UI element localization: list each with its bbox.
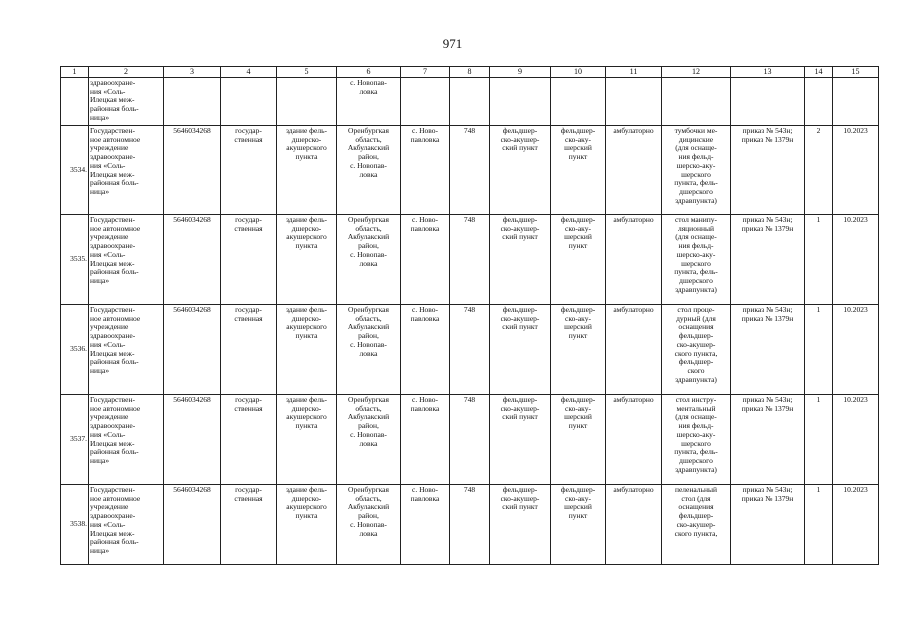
cell-care: амбулаторно [606, 485, 662, 565]
header-cell: 2 [89, 67, 164, 78]
cell-equipment: стол манипу- ляционный (для оснаще- ния фельд- шерско-аку- шерского пункта, фель- дшерского здравпункта) [662, 215, 731, 305]
cell-date: 10.2023 [833, 126, 879, 215]
cell-unit-type: фельдшер- ско-аку- шерский пункт [551, 305, 606, 395]
cell-code: 748 [450, 126, 490, 215]
cell-locality: с. Ново- павловка [401, 215, 450, 305]
cell-address: Оренбургкая область, Акбулакский район, с. Новопав- ловка [337, 305, 401, 395]
cell-unit: фельдшер- ско-акушер- ский пункт [490, 215, 551, 305]
cell-order: приказ № 543н; приказ № 1379н [731, 215, 805, 305]
cell-unit: фельдшер- ско-акушер- ский пункт [490, 395, 551, 485]
cell-order: приказ № 543н; приказ № 1379н [731, 126, 805, 215]
cell-locality: с. Ново- павловка [401, 126, 450, 215]
cell-number: 3534. [61, 126, 89, 215]
cell-equipment: стол инстру- ментальный (для оснаще- ния фельд- шерско-аку- шерского пункта, фель- дшерского здравпункта) [662, 395, 731, 485]
header-cell: 13 [731, 67, 805, 78]
cell-owner: Государствен- ное автономное учреждение здравоохране- ния «Соль- Илецкая меж- районная боль- ница» [89, 485, 164, 565]
cell-unit-type: фельдшер- ско-аку- шерский пункт [551, 395, 606, 485]
table-row [61, 126, 879, 215]
cell-inn: 5646034268 [164, 126, 221, 215]
header-cell: 8 [450, 67, 490, 78]
header-cell: 15 [833, 67, 879, 78]
header-cell: 5 [277, 67, 337, 78]
cell-locality: с. Ново- павловка [401, 395, 450, 485]
cell-building: здание фель- дшерско- акушерского пункта [277, 485, 337, 565]
table-row [61, 215, 879, 305]
cell-ownership: государ- ственная [221, 485, 277, 565]
table-row [61, 395, 879, 485]
cell-address: Оренбургкая область, Акбулакский район, с. Новопав- ловка [337, 215, 401, 305]
cell-code: 748 [450, 395, 490, 485]
cell-ownership: государ- ственная [221, 215, 277, 305]
cell-unit [490, 78, 551, 126]
header-cell: 4 [221, 67, 277, 78]
cell-inn: 5646034268 [164, 395, 221, 485]
cell-code: 748 [450, 485, 490, 565]
header-cell: 3 [164, 67, 221, 78]
registry-table [60, 66, 879, 565]
cell-order: приказ № 543н; приказ № 1379н [731, 395, 805, 485]
cell-quantity: 1 [805, 215, 833, 305]
cell-care: амбулаторно [606, 395, 662, 485]
cell-owner: Государствен- ное автономное учреждение здравоохране- ния «Соль- Илецкая меж- районная боль- ница» [89, 215, 164, 305]
cell-date: 10.2023 [833, 485, 879, 565]
cell-quantity: 2 [805, 126, 833, 215]
cell-care: амбулаторно [606, 215, 662, 305]
cell-quantity: 1 [805, 485, 833, 565]
header-cell: 7 [401, 67, 450, 78]
cell-inn: 5646034268 [164, 215, 221, 305]
cell-building: здание фель- дшерско- акушерского пункта [277, 395, 337, 485]
cell-owner: Государствен- ное автономное учреждение здравоохране- ния «Соль- Илецкая меж- районная боль- ница» [89, 395, 164, 485]
cell-locality: с. Ново- павловка [401, 305, 450, 395]
cell-ownership: государ- ственная [221, 305, 277, 395]
cell-equipment: стол проце- дурный (для оснащения фельдшер- ско-акушер- ского пункта, фельдшер- ского здравпункта) [662, 305, 731, 395]
cell-quantity [805, 78, 833, 126]
cell-order: приказ № 543н; приказ № 1379н [731, 305, 805, 395]
table-row [61, 305, 879, 395]
cell-unit-type: фельдшер- ско-аку- шерский пункт [551, 126, 606, 215]
cell-owner: Государствен- ное автономное учреждение здравоохране- ния «Соль- Илецкая меж- районная боль- ница» [89, 305, 164, 395]
cell-unit-type [551, 78, 606, 126]
cell-number [61, 78, 89, 126]
cell-code [450, 78, 490, 126]
header-cell: 14 [805, 67, 833, 78]
cell-unit: фельдшер- ско-акушер- ский пункт [490, 126, 551, 215]
cell-care: амбулаторно [606, 126, 662, 215]
cell-unit-type: фельдшер- ско-аку- шерский пункт [551, 485, 606, 565]
page-number: 971 [442, 36, 463, 51]
cell-care [606, 78, 662, 126]
cell-date: 10.2023 [833, 395, 879, 485]
cell-locality [401, 78, 450, 126]
cell-quantity: 1 [805, 395, 833, 485]
cell-ownership: государ- ственная [221, 126, 277, 215]
cell-address: Оренбургкая область, Акбулакский район, с. Новопав- ловка [337, 485, 401, 565]
cell-address: с. Новопав- ловка [337, 78, 401, 126]
cell-address: Оренбургкая область, Акбулакский район, с. Новопав- ловка [337, 126, 401, 215]
cell-equipment [662, 78, 731, 126]
cell-owner: Государствен- ное автономное учреждение здравоохране- ния «Соль- Илецкая меж- районная боль- ница» [89, 126, 164, 215]
cell-inn [164, 78, 221, 126]
cell-order [731, 78, 805, 126]
cell-number: 3535. [61, 215, 89, 305]
cell-unit-type: фельдшер- ско-аку- шерский пункт [551, 215, 606, 305]
header-cell: 1 [61, 67, 89, 78]
cell-owner: здравоохране- ния «Соль- Илецкая меж- районная боль- ница» [89, 78, 164, 126]
header-cell: 11 [606, 67, 662, 78]
header-cell: 9 [490, 67, 551, 78]
cell-code: 748 [450, 305, 490, 395]
cell-ownership [221, 78, 277, 126]
cell-building [277, 78, 337, 126]
header-cell: 10 [551, 67, 606, 78]
cell-date: 10.2023 [833, 305, 879, 395]
header-cell: 6 [337, 67, 401, 78]
cell-date: 10.2023 [833, 215, 879, 305]
cell-locality: с. Ново- павловка [401, 485, 450, 565]
cell-number: 3537. [61, 395, 89, 485]
cell-address: Оренбургкая область, Акбулакский район, с. Новопав- ловка [337, 395, 401, 485]
cell-inn: 5646034268 [164, 305, 221, 395]
cell-building: здание фель- дшерско- акушерского пункта [277, 215, 337, 305]
cell-inn: 5646034268 [164, 485, 221, 565]
cell-code: 748 [450, 215, 490, 305]
cell-number: 3538. [61, 485, 89, 565]
cell-unit: фельдшер- ско-акушер- ский пункт [490, 485, 551, 565]
cell-equipment: пеленальный стол (для оснащения фельдшер- ско-акушер- ского пункта, [662, 485, 731, 565]
cell-ownership: государ- ственная [221, 395, 277, 485]
cell-equipment: тумбочки ме- дицинские (для оснаще- ния фельд- шерско-аку- шерского пункта, фель- дшерского здравпункта) [662, 126, 731, 215]
header-cell: 12 [662, 67, 731, 78]
continuation-row [61, 78, 879, 126]
cell-unit: фельдшер- ско-акушер- ский пункт [490, 305, 551, 395]
cell-building: здание фель- дшерско- акушерского пункта [277, 126, 337, 215]
cell-quantity: 1 [805, 305, 833, 395]
cell-order: приказ № 543н; приказ № 1379н [731, 485, 805, 565]
table-row [61, 485, 879, 565]
cell-number: 3536. [61, 305, 89, 395]
cell-care: амбулаторно [606, 305, 662, 395]
cell-building: здание фель- дшерско- акушерского пункта [277, 305, 337, 395]
cell-date [833, 78, 879, 126]
header-row [61, 67, 879, 78]
